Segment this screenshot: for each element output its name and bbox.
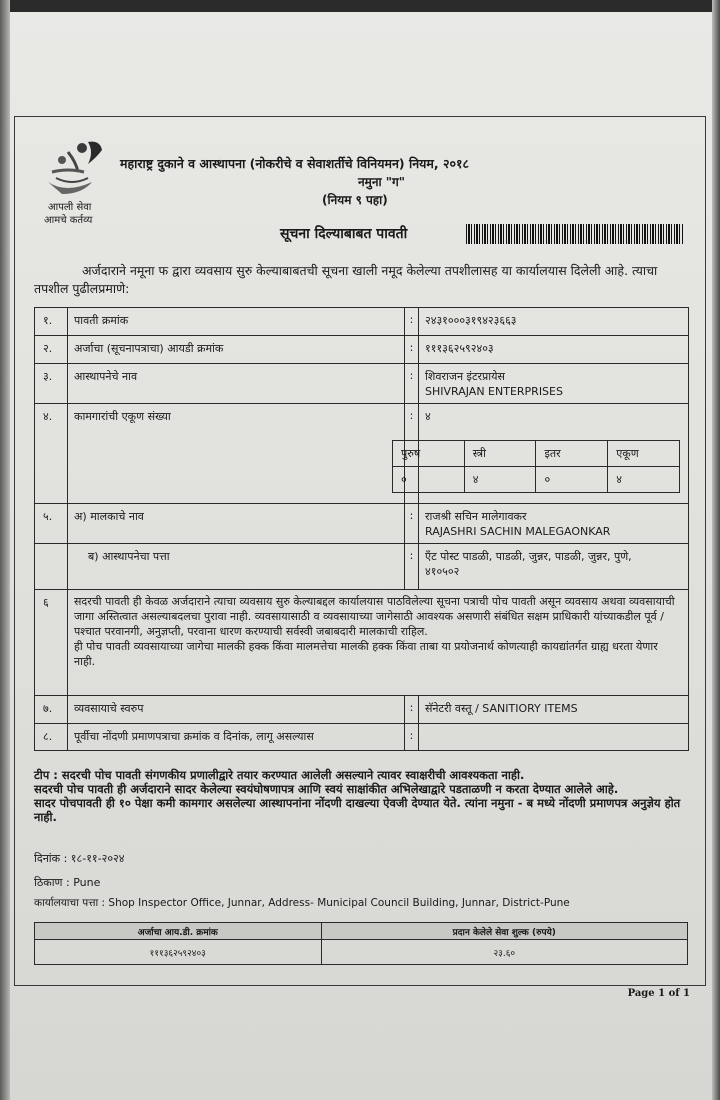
establishment-name-english: SHIVRAJAN ENTERPRISES <box>425 385 563 398</box>
page-indicator: Page 1 of 1 <box>627 988 690 999</box>
workers-value-other: ० <box>536 467 608 493</box>
table-row <box>34 503 689 544</box>
document-title: महाराष्ट्र दुकाने व आस्थापना (नोकरीचे व सेवाशर्तीचे विनियमन) नियम, २०१८ <box>120 156 469 171</box>
row-number: ३. <box>35 364 68 404</box>
disclaimer-paragraph-1: सदरची पावती ही केवळ अर्जदाराने त्याचा व्यवसाय सुरु केल्याबद्दल कार्यालयास पाठविलेल्या सूचना पत्राची पोच पावती असून व्यवसाय अथवा व्यवसायाची जागा अस्तित्वात असल्याबदलचा पुरावा नाही. व्यवसायासाठी व व्यवसायाच्या जागेसाठी आवश्यक असणारी संबंधित सक्षम प्राधिकारी यांच्याकडील पूर्व / पश्चात परवानगी, अनुज्ञप्ती, परवाना धारण करण्याची सर्वस्वी जबाबदारी मालकाची राहिल. <box>74 595 675 638</box>
row-label: व्यवसायाचे स्वरुप <box>68 696 405 724</box>
row-label: ब) आस्थापनेचा पत्ता <box>68 544 405 590</box>
row-label: आस्थापनेचे नाव <box>68 364 405 404</box>
row-number: १. <box>35 308 68 336</box>
row-colon: : <box>405 544 419 590</box>
intro-text: अर्जदाराने नमूना फ द्वारा व्यवसाय सुरु केल्याबाबतची सूचना खाली नमूद केलेल्या तपशीलासह या कार्यालयास दिलेली आहे. त्याचा तपशील पुढीलप्रमाणे: <box>34 263 658 296</box>
row-number: ७. <box>35 696 68 724</box>
workers-header-female: स्त्री <box>464 441 536 467</box>
table-row <box>34 589 689 696</box>
table-row <box>34 695 689 724</box>
row-number: ४. <box>35 404 68 504</box>
note-line-2: सदरची पोच पावती ही अर्जदाराने सादर केलेल्या स्वयंघोषणापत्र आणि स्वयं साक्षांकीत अभिलेखाद्वारे पडताळणी न करता देण्यात आलेले आहे. <box>34 782 619 796</box>
establishment-address-value <box>419 544 688 590</box>
workers-header-male: पुरुष <box>393 441 465 467</box>
issue-date: दिनांक : १८-११-२०२४ <box>34 852 125 865</box>
frame-border-left <box>0 0 10 1100</box>
barcode <box>466 224 684 244</box>
disclaimer-paragraph-2: ही पोच पावती व्यवसायाच्या जागेचा मालकी हक्क किंवा मालमत्तेचा मालकी हक्क किंवा ताबा या प्रयोजनार्थ कोणत्याही कायद्यांतर्गत ग्राह्य धरता येणार नाही. <box>74 640 658 668</box>
office-address: कार्यालयाचा पत्ता : Shop Inspector Office, Junnar, Address- Municipal Council Building, Junnar, District-Pune <box>34 897 570 909</box>
address-line-1: एँट पोस्ट पाडळी, पाडळी, जुन्नर, पाडळी, जुन्नर, पुणे, <box>425 550 632 563</box>
form-name: नमुना "ग" <box>358 175 406 189</box>
workers-header-other: इतर <box>536 441 608 467</box>
rule-reference: (नियम ९ पहा) <box>322 193 388 207</box>
workers-value-total: ४ <box>608 467 680 493</box>
owner-name-marathi: राजश्री सचिन मालेगावकर <box>425 510 527 523</box>
row-label: अर्जाचा (सूचनापत्राचा) आयडी क्रमांक <box>68 336 405 364</box>
owner-name-english: RAJASHRI SACHIN MALEGAONKAR <box>425 525 611 538</box>
row-label: पावती क्रमांक <box>68 308 405 336</box>
fee-table <box>34 922 688 965</box>
fee-header-application-id: अर्जाचा आय.डी. क्रमांक <box>35 923 322 940</box>
fee-header-service-fee: प्रदान केलेले सेवा शुल्क (रुपये) <box>321 923 687 940</box>
fee-application-id-value: १११३६२५९२४०३ <box>35 940 322 965</box>
logo-tagline-1: आपली सेवा <box>48 202 92 213</box>
receipt-number-value: २४३१०००३१९४२३६६३ <box>425 314 517 327</box>
row-label: अ) मालकाचे नाव <box>68 504 405 544</box>
owner-name-value <box>419 504 688 544</box>
workers-breakdown-table <box>392 440 680 493</box>
table-row <box>34 307 689 336</box>
row-colon: : <box>405 404 419 504</box>
row-colon: : <box>405 364 419 404</box>
application-id-value: १११३६२५९२४०३ <box>425 342 494 355</box>
workers-value-male: ० <box>393 467 465 493</box>
worker-total: ४ <box>425 410 431 423</box>
frame-border-right <box>712 0 720 1100</box>
row-label: पूर्वीचा नोंदणी प्रमाणपत्राचा क्रमांक व दिनांक, लागू असल्यास <box>68 724 405 750</box>
intro-paragraph <box>34 262 694 298</box>
table-row <box>34 363 689 404</box>
row-colon: : <box>405 308 419 336</box>
row-colon: : <box>405 696 419 724</box>
row-number: २. <box>35 336 68 364</box>
establishment-name-marathi: शिवराजन इंटरप्रायेस <box>425 370 505 383</box>
note-section <box>34 768 702 824</box>
workers-value-female: ४ <box>464 467 536 493</box>
row-colon: : <box>405 724 419 750</box>
row-label: कामगारांची एकूण संख्या <box>68 404 405 504</box>
previous-registration-value <box>419 724 688 750</box>
workers-header-total: एकूण <box>608 441 680 467</box>
logo-tagline-2: आमचे कर्तव्य <box>44 215 93 226</box>
fee-amount-value: २३.६० <box>321 940 687 965</box>
receipt-title: सूचना दिल्याबाबत पावती <box>280 226 408 242</box>
row-number: ८. <box>35 724 68 750</box>
frame-border-top <box>0 0 720 12</box>
note-line-1: टीप : सदरची पोच पावती संगणकीय प्रणालीद्वारे तयार करण्यात आलेली असल्याने त्यावर स्वाक्षरीची आवश्यकता नाही. <box>34 768 525 782</box>
row-colon: : <box>405 504 419 544</box>
business-nature-value: सॅनेटरी वस्तू / SANITIORY ITEMS <box>425 702 578 715</box>
table-row <box>34 723 689 751</box>
row-number: ५. <box>35 504 68 544</box>
note-line-3: सादर पोचपावती ही १० पेक्षा कमी कामगार असलेल्या आस्थापनांना नोंदणी दाखल्या ऐवजी देण्यात येते. त्यांना नमुना - ब मध्ये नोंदणी प्रमाणपत्र अनुज्ञेय होत नाही. <box>34 796 681 824</box>
row-colon: : <box>405 336 419 364</box>
establishment-name-value <box>419 364 688 404</box>
issue-place: ठिकाण : Pune <box>34 876 101 889</box>
disclaimer-text <box>68 590 688 696</box>
row-number <box>35 544 68 590</box>
address-pincode: ४१०५०२ <box>425 565 460 578</box>
table-row <box>34 543 689 590</box>
table-row <box>34 335 689 364</box>
row-number: ६ <box>35 590 68 696</box>
